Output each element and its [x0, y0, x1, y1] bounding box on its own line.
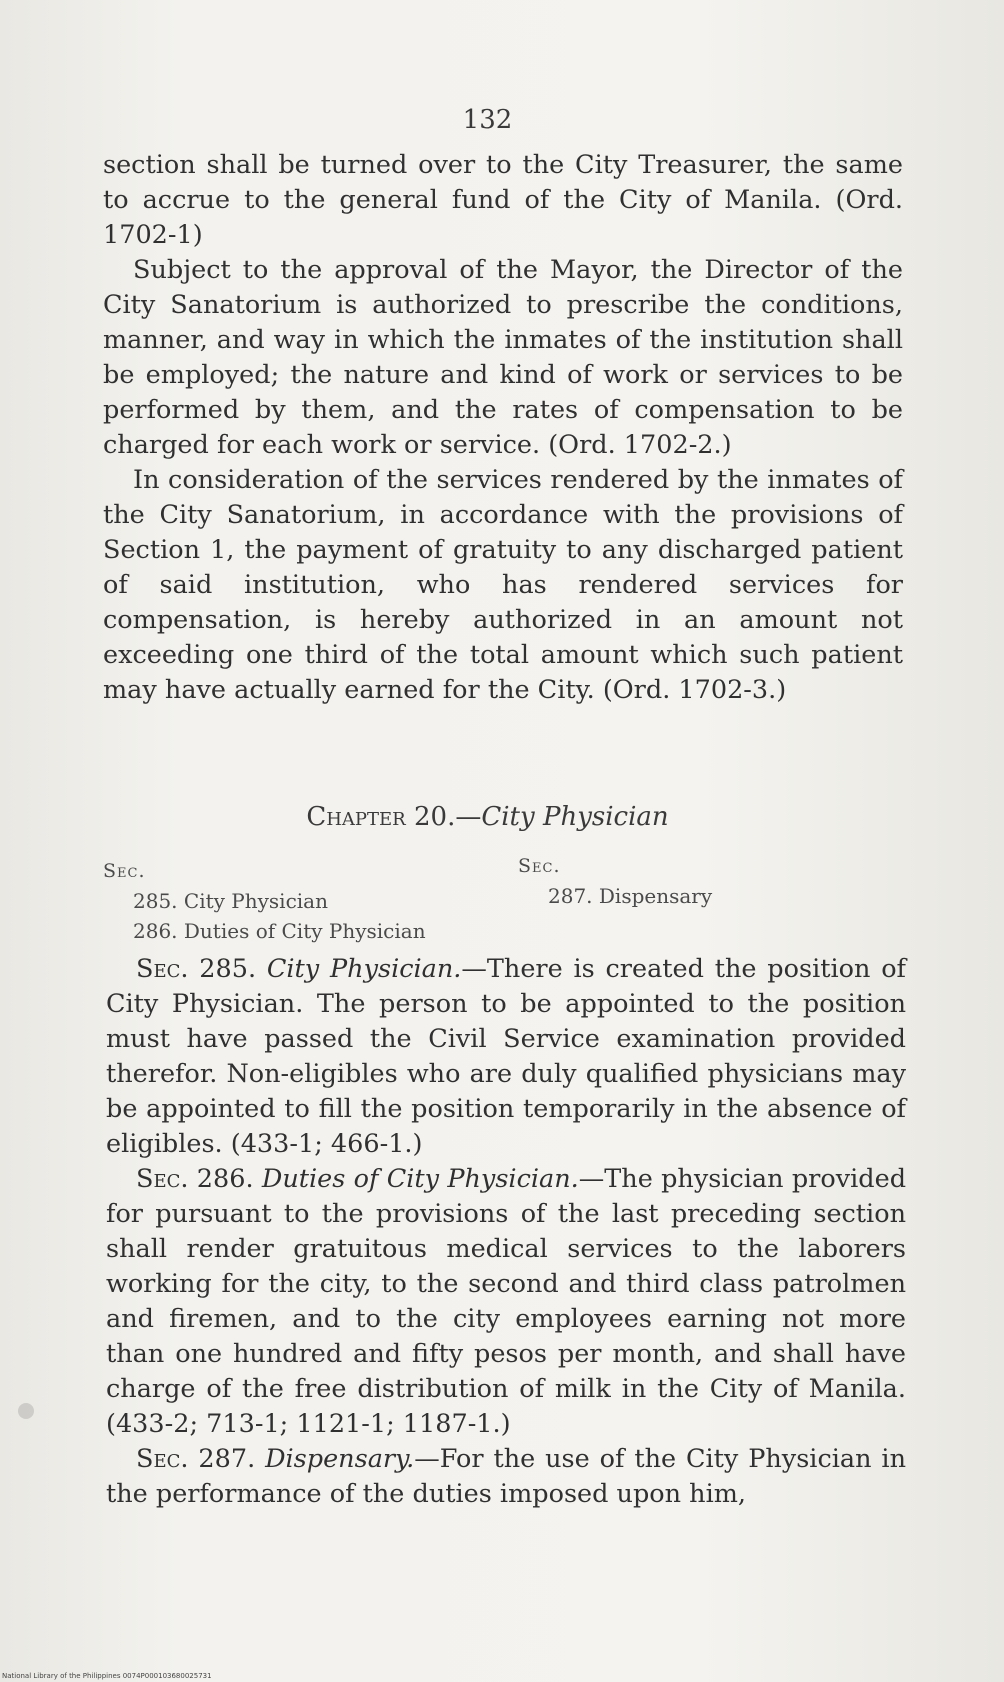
chapter-title: City Physician: [481, 802, 669, 832]
section-285-label: Sec. 285.: [136, 954, 257, 984]
section-285-title: City Physician.: [266, 954, 462, 984]
section-287-label: Sec. 287.: [136, 1444, 256, 1474]
section-285-text: —There is created the position of City Physician. The person to be appointed to the position must have passed the Civil Service examination provided therefor. Non-eligibles who are duly qualified physicians may be appointed to fill the position temporarily in the absence of eligibles. (433-1; 466-1.): [106, 954, 906, 1159]
paragraph-3: In consideration of the services rendered by the inmates of the City Sanatorium, in accordance with the provisions of Section 1, the payment of gratuity to any discharged patient of said institution, who has rendered services for compensation, is hereby authorized in an amount not exceeding one third of the total amount which such patient may have actually earned for the City. (Ord. 1702-3.): [103, 465, 903, 705]
toc-left-column: [103, 856, 426, 946]
section-286: [106, 1162, 906, 1442]
opening-paragraphs: [103, 148, 903, 708]
toc-entry-287: 287. Dispensary: [548, 884, 713, 908]
paragraph-1: section shall be turned over to the City Treasurer, the same to accrue to the general fund of the City of Manila. (Ord. 1702-1): [103, 150, 903, 250]
toc-right-header: Sec.: [518, 855, 561, 877]
paragraph-2: Subject to the approval of the Mayor, the Director of the City Sanatorium is authorized to prescribe the conditions, manner, and way in which the inmates of the institution shall be employed; the nature and kind of work or services to be performed by them, and the rates of compensation to be charged for each work or service. (Ord. 1702-2.): [103, 255, 903, 460]
section-287-text: —For the use of the City Physician in the performance of the duties imposed upon him,: [106, 1444, 906, 1509]
section-287-title: Dispensary.: [265, 1444, 415, 1474]
toc-right-column: [518, 851, 712, 911]
sections-body: [106, 952, 906, 1512]
section-286-text: —The physician provided for pursuant to the provisions of the last preceding section shall render gratuitous medical services to the laborers working for the city, to the second and third class patrolmen and firemen, and to the city employees earning not more than one hundred and fifty pesos per month, and shall have charge of the free distribution of milk in the City of Manila. (433-2; 713-1; 1121-1; 1187-1.): [106, 1164, 907, 1439]
page-number: 132: [462, 105, 513, 135]
toc-left-header: Sec.: [103, 860, 146, 882]
scan-footer-watermark: National Library of the Philippines 0074P000103680025731: [2, 1672, 212, 1680]
section-286-title: Duties of City Physician.: [261, 1164, 579, 1194]
toc-entry-285: 285. City Physician: [133, 889, 328, 913]
chapter-heading: [0, 802, 975, 832]
scan-smudge: [18, 1403, 34, 1419]
section-287: [106, 1442, 906, 1512]
section-286-label: Sec. 286.: [136, 1164, 254, 1194]
chapter-label: Chapter 20.—: [306, 802, 482, 832]
section-285: [106, 952, 906, 1162]
toc-entry-286: 286. Duties of City Physician: [133, 919, 426, 943]
